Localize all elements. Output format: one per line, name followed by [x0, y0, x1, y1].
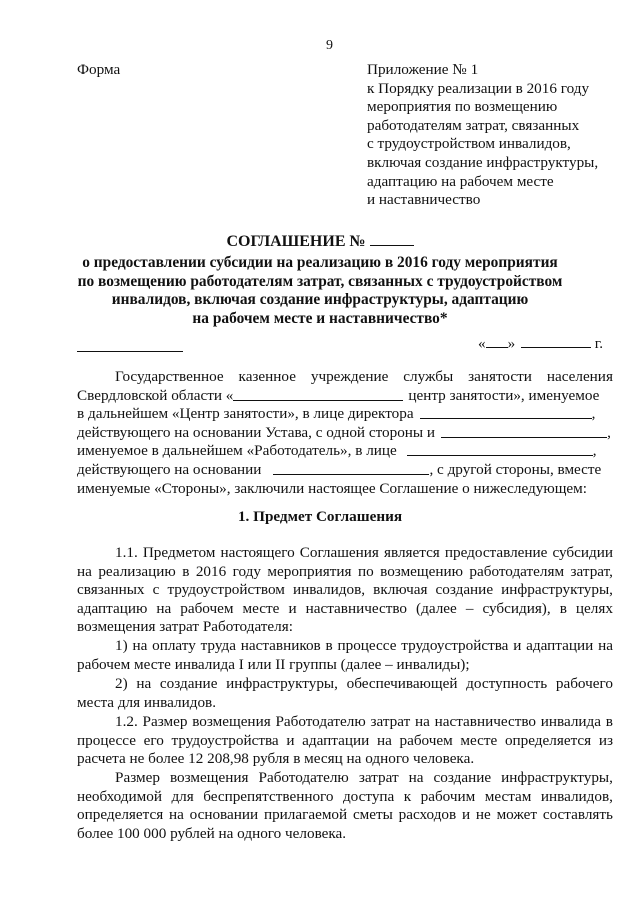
clause-text: возмещения затрат Работодателя: [77, 618, 293, 636]
word: для [171, 787, 194, 805]
intro-text: , [607, 423, 611, 441]
word: затрат [370, 713, 411, 730]
word: в [325, 637, 333, 654]
clause-line [77, 713, 613, 732]
clause-item-1 [77, 637, 613, 674]
intro-word: службы [403, 368, 454, 385]
subtitle-line: инвалидов, включая создание инфраструктуры, адаптацию [111, 291, 529, 309]
intro-word: занятости [468, 368, 532, 385]
word: инфраструктуры, [501, 769, 613, 786]
word: Размер [142, 713, 188, 730]
annex-line: и наставничество [367, 191, 481, 209]
word: на [77, 562, 92, 580]
intro-text: центр занятости», именуемое [408, 386, 600, 404]
word: – [465, 599, 474, 617]
basis-document-blank [273, 461, 429, 475]
word: адаптации [302, 731, 370, 749]
annex-line: к Порядку реализации в 2016 году [367, 79, 590, 97]
word: месте [460, 731, 498, 749]
word: (далее [416, 599, 457, 617]
word: возмещению [380, 562, 463, 580]
clause-item-2 [77, 675, 613, 712]
annex-line: с трудоустройством инвалидов, [367, 135, 571, 153]
document-title [0, 232, 640, 251]
word: субсидии [552, 544, 613, 561]
clause-line [77, 563, 613, 582]
word: рабочего [555, 675, 613, 692]
word: инфраструктуры, [226, 675, 338, 692]
word: труда [200, 637, 236, 654]
section-heading: 1. Предмет Соглашения [237, 508, 403, 525]
word: 1.1. [115, 544, 138, 561]
clause-text [77, 788, 613, 807]
word: в [559, 599, 567, 617]
subtitle-line: о предоставлении субсидии на реализацию в 2016 году мероприятия [82, 254, 558, 271]
intro-text: Свердловской области « [77, 386, 234, 404]
clause-text [77, 563, 613, 582]
annex-line: Приложение № 1 [367, 61, 479, 78]
annex-line: включая создание инфраструктуры, [367, 153, 599, 171]
date-close-quote: » [507, 335, 516, 352]
annex-line: работодателям затрат, связанных [367, 116, 580, 134]
word: на [136, 675, 152, 692]
word: является [383, 544, 440, 561]
word: Работодателю [258, 769, 349, 786]
clause-text: места для инвалидов. [77, 693, 217, 711]
clause-line [77, 806, 613, 825]
word: инфраструктуры, [501, 581, 613, 599]
word: настоящего [220, 544, 295, 561]
word: расходов [398, 806, 457, 824]
intro-text: , с другой стороны, вместе [429, 460, 602, 478]
intro-line [77, 387, 613, 406]
word: на [376, 731, 392, 749]
word: его [143, 731, 164, 749]
word: составлять [542, 806, 613, 824]
word: наставничество [305, 599, 408, 617]
word: трудоустройства [401, 637, 509, 654]
word: рабочем [399, 731, 453, 749]
place-blank [77, 351, 183, 352]
word: включая [373, 581, 428, 599]
word: сметы [352, 806, 393, 824]
clause-text [115, 769, 613, 788]
word: на [168, 806, 184, 824]
date-open-quote: « [478, 335, 486, 352]
clause-line [77, 732, 613, 751]
subtitle-line: на рабочем месте и наставничество* [192, 309, 448, 327]
title-text: СОГЛАШЕНИЕ № [226, 233, 366, 250]
clause-text: расчета не более 12 208,98 рубля в месяц на одного человека. [77, 750, 475, 768]
word: беспрепятственного [203, 787, 334, 805]
clause-1-1 [77, 544, 613, 637]
intro-text: , [591, 405, 596, 423]
intro-text: действующего на основании [77, 460, 262, 478]
word: прилагаемой [263, 806, 348, 824]
intro-word: населения [546, 368, 613, 385]
word: адаптацию [77, 599, 148, 617]
word: и [513, 637, 522, 654]
word: целях [575, 599, 613, 617]
word: и [461, 806, 471, 824]
clause-text [77, 581, 613, 600]
word: инвалидов, [292, 581, 366, 599]
clause-text: рабочем месте инвалида I или II группы (далее – инвалиды); [77, 655, 470, 673]
clause-line [77, 750, 613, 769]
word: по [357, 562, 374, 580]
word: Работодателю [275, 713, 366, 730]
word: затрат [358, 769, 399, 786]
word: доступность [466, 675, 548, 692]
document-subtitle [0, 254, 640, 328]
clause-1-2 [77, 713, 613, 769]
intro-line [77, 424, 613, 443]
clause-line [77, 788, 613, 807]
annex-line: адаптацию на рабочем месте [367, 172, 554, 190]
year-suffix: г. [594, 335, 604, 352]
intro-word: учреждение [310, 368, 389, 385]
page-number: 9 [326, 38, 333, 53]
word: связанных [77, 581, 145, 599]
word: определяется [77, 806, 164, 824]
word: создание [159, 675, 218, 692]
word: году [232, 562, 261, 580]
word: определяется [504, 731, 592, 749]
word: создание [435, 581, 494, 599]
word: на [156, 599, 172, 617]
clause-text [115, 637, 613, 656]
word: инвалидов, [540, 787, 613, 805]
intro-line [77, 368, 613, 387]
clause-1-2-infrastructure [77, 769, 613, 843]
clause-line [77, 637, 613, 656]
word: реализацию [98, 562, 176, 580]
word: затрат, [570, 562, 613, 580]
agreement-number-blank [370, 232, 414, 246]
word: Размер [115, 769, 160, 786]
word: Предметом [142, 544, 216, 561]
word: из [598, 731, 613, 749]
word: наставничество [434, 713, 536, 730]
word: мероприятия [267, 562, 352, 580]
word: наставников [240, 637, 321, 654]
word: 1.2. [115, 713, 138, 730]
intro-line [77, 442, 613, 461]
word: 2) [115, 675, 128, 692]
word: создание [433, 769, 492, 786]
word: Соглашения [299, 544, 379, 561]
word: 2016 [195, 562, 227, 580]
intro-text: действующего на основании Устава, с одной стороны и [77, 423, 436, 441]
intro-line [77, 405, 613, 424]
intro-text: , [592, 442, 597, 460]
clause-text [77, 806, 613, 825]
word: местам [484, 787, 532, 805]
word: адаптации [526, 637, 594, 654]
clause-line [77, 825, 613, 844]
word: 1) [115, 637, 128, 654]
word: субсидия), [482, 599, 551, 617]
intro-line [77, 480, 613, 499]
word: и [286, 731, 295, 749]
clause-text [77, 600, 613, 619]
word: рабочем [180, 599, 234, 617]
word: на [414, 713, 430, 730]
word: доступа [342, 787, 395, 805]
clause-line [77, 618, 613, 637]
word: в [605, 713, 613, 730]
word: может [496, 806, 538, 824]
intro-word: Государственное [115, 368, 224, 385]
clause-text [115, 675, 613, 694]
annex-block [367, 61, 598, 210]
word: предоставление [444, 544, 548, 561]
intro-text: именуемое в дальнейшем «Работодатель», в лице [77, 442, 397, 460]
annex-line: мероприятия по возмещению [367, 98, 558, 116]
intro-text: именуемые «Стороны», заключили настоящее Соглашение о нижеследующем: [77, 479, 587, 497]
clause-line [77, 675, 613, 694]
word: процессе [337, 637, 397, 654]
clause-line [77, 600, 613, 619]
word: трудоустройством [167, 581, 285, 599]
clause-text [115, 713, 613, 732]
word: с [152, 581, 160, 599]
word: к [403, 787, 412, 805]
word: основании [189, 806, 259, 824]
clause-line [77, 769, 613, 788]
representative-name-blank [407, 442, 593, 456]
word: месте [242, 599, 280, 617]
word: работодателям [469, 562, 565, 580]
intro-text: в дальнейшем «Центр занятости», в лице директора [77, 405, 414, 423]
word: на [408, 769, 424, 786]
clause-text: более 100 000 рублей на одного человека. [77, 824, 347, 842]
clause-line [77, 694, 613, 713]
intro-word: казенное [238, 368, 296, 385]
word: возмещения [169, 769, 249, 786]
intro-line [77, 461, 613, 480]
word: процессе [77, 731, 136, 749]
subtitle-line: по возмещению работодателям затрат, связанных с трудоустройством [77, 272, 563, 290]
word: не [475, 806, 491, 824]
day-blank [486, 334, 508, 348]
clause-text [77, 732, 613, 751]
word: в [182, 562, 190, 580]
word: обеспечивающей [346, 675, 458, 692]
intro-paragraph [77, 368, 613, 498]
clause-text [115, 544, 613, 563]
clause-line [77, 544, 613, 563]
word: необходимой [77, 787, 162, 805]
director-name-blank [420, 405, 592, 419]
center-name-blank [233, 387, 403, 401]
word: и [288, 599, 297, 617]
date-line [478, 334, 603, 353]
word: инвалида [540, 713, 602, 730]
word: оплату [152, 637, 196, 654]
month-blank [521, 334, 591, 348]
word: возмещения [192, 713, 271, 730]
employer-name-blank [441, 424, 607, 438]
clause-line [77, 581, 613, 600]
word: на [132, 637, 148, 654]
word: на [598, 637, 613, 654]
word: трудоустройства [171, 731, 279, 749]
clause-line [77, 656, 613, 675]
form-label: Форма [77, 61, 121, 78]
word: рабочим [420, 787, 476, 805]
